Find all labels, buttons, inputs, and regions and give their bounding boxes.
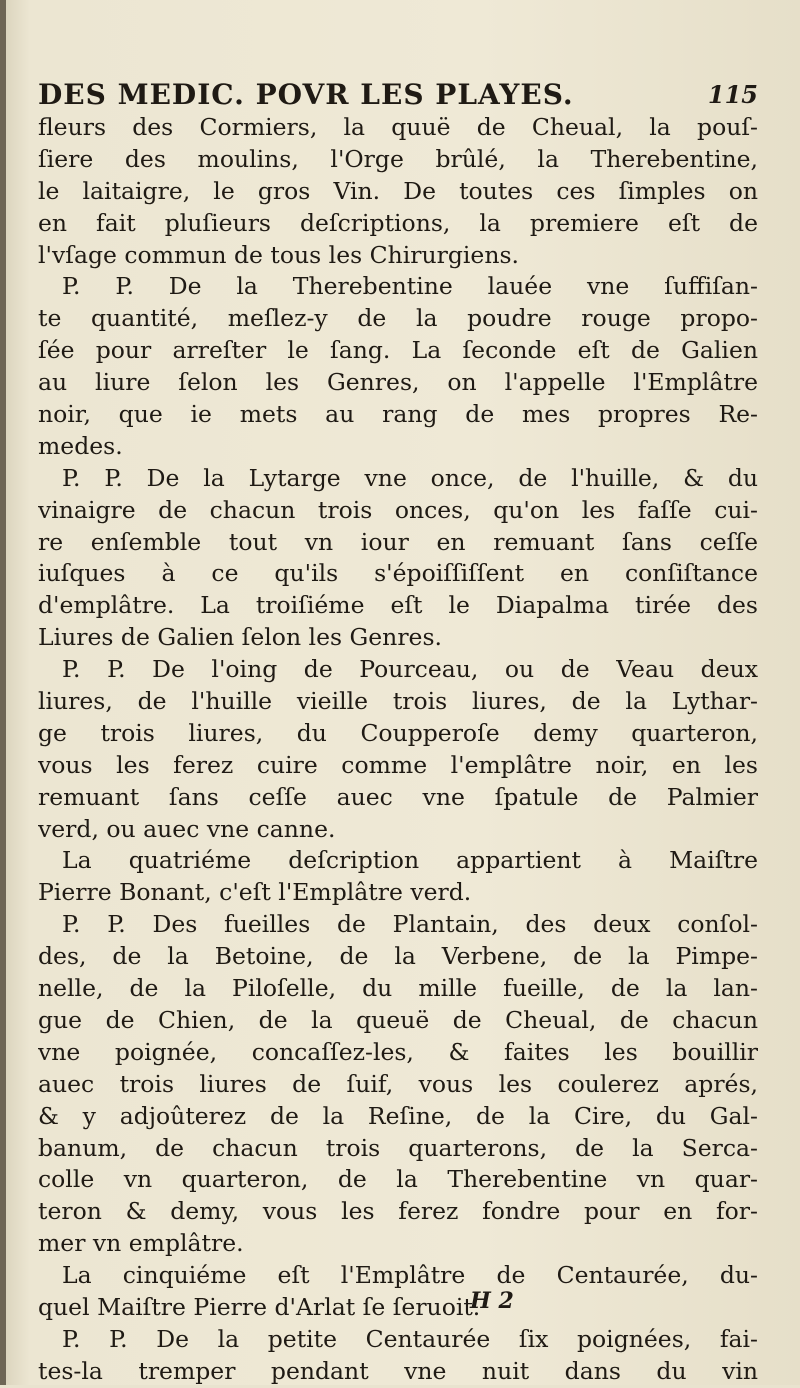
text-line: vinaigre de chacun trois onces, qu'on les faſſe cui- (38, 495, 758, 524)
text-line: P. P. Des fueilles de Plantain, des deux conſol- (62, 910, 758, 939)
text-line: P. P. De la Lytarge vne once, de l'huille, & du (62, 463, 758, 492)
text-line: Liures de Galien ſelon les Genres. (38, 623, 442, 652)
text-line: teron & demy, vous les ferez fondre pour en for- (38, 1197, 758, 1226)
text-line: vous les ferez cuire comme l'emplâtre noir, en les (38, 750, 758, 779)
text-line: au liure ſelon les Genres, on l'appelle l'Emplâtre (38, 368, 758, 397)
text-line: La cinquiéme eſt l'Emplâtre de Centaurée, du- (62, 1261, 758, 1290)
page-number: 115 (707, 80, 758, 109)
signature-mark: H 2 (470, 1288, 514, 1314)
text-line: des, de la Betoine, de la Verbene, de la Pimpe- (38, 942, 758, 971)
text-line: quel Maiſtre Pierre d'Arlat ſe ſeruoit. (38, 1292, 481, 1321)
text-line: iuſques à ce qu'ils s'époiſſiſſent en conſiſtance (38, 559, 758, 588)
text-line: auec trois liures de ſuif, vous les coulerez aprés, (38, 1069, 758, 1098)
text-line: Pierre Bonant, c'eſt l'Emplâtre verd. (38, 878, 472, 907)
text-line: l'vſage commun de tous les Chirurgiens. (38, 240, 519, 269)
text-line: mer vn emplâtre. (38, 1229, 244, 1258)
running-title: DES MEDIC. POVR LES PLAYES. (38, 78, 574, 111)
text-line: vne poignée, concaſſez-les, & faites les bouillir (38, 1037, 758, 1066)
text-line: ſée pour arreſter le ſang. La ſeconde eſt de Galien (38, 336, 758, 365)
text-line: P. P. De l'oing de Pourceau, ou de Veau deux (62, 655, 758, 684)
text-line: d'emplâtre. La troiſiéme eſt le Diapalma tirée des (38, 591, 758, 620)
text-line: le laitaigre, le gros Vin. De toutes ces ſimples on (38, 176, 758, 205)
text-line: noir, que ie mets au rang de mes propres Re- (38, 400, 758, 429)
text-line: La quatriéme deſcription appartient à Maiſtre (62, 846, 758, 875)
text-line: banum, de chacun trois quarterons, de la Serca- (38, 1133, 758, 1162)
text-line: ge trois liures, du Coupperoſe demy quarteron, (38, 718, 758, 747)
text-line: ſiere des moulins, l'Orge brûlé, la Therebentine, (38, 144, 758, 173)
text-line: en fait pluſieurs deſcriptions, la premiere eſt de (38, 208, 758, 237)
text-line: re enſemble tout vn iour en remuant ſans ceſſe (38, 527, 758, 556)
binding-gutter (0, 0, 6, 1385)
text-line: & y adjoûterez de la Reſine, de la Cire, du Gal- (38, 1101, 758, 1130)
text-line: te quantité, meſlez-y de la poudre rouge propo- (38, 304, 758, 333)
text-line: P. P. De la Therebentine lauée vne ſuffiſan- (62, 272, 758, 301)
text-line: medes. (38, 431, 123, 460)
body-text (38, 112, 758, 1388)
text-line: gue de Chien, de la queuë de Cheual, de chacun (38, 1005, 758, 1034)
text-line: tes-la tremper pendant vne nuit dans du vin (38, 1356, 758, 1385)
text-line: liures, de l'huille vieille trois liures, de la Lythar- (38, 687, 758, 716)
text-line: remuant ſans ceſſe auec vne ſpatule de Palmier (38, 782, 758, 811)
page-header (38, 78, 758, 116)
text-line: fleurs des Cormiers, la quuë de Cheual, la pouſ- (38, 113, 758, 141)
text-line: colle vn quarteron, de la Therebentine vn quar- (38, 1165, 758, 1194)
text-line: nelle, de la Piloſelle, du mille fueille, de la lan- (38, 974, 758, 1003)
text-line: P. P. De la petite Centaurée ſix poignées, fai- (62, 1324, 758, 1353)
text-line: verd, ou auec vne canne. (38, 814, 336, 843)
